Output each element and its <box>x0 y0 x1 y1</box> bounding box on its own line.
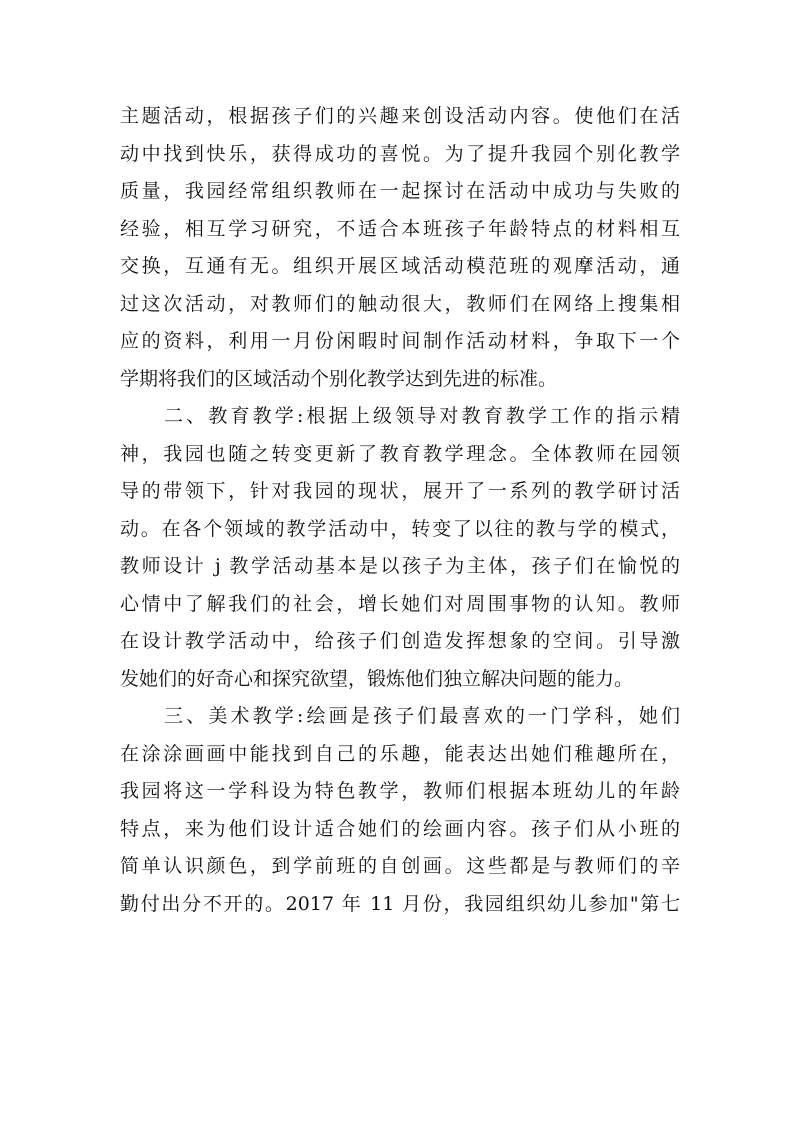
text-line: 动中找到快乐，获得成功的喜悦。为了提升我园个别化教学 <box>120 142 680 165</box>
text-line: 勤付出分不开的。2017 年 11 月份，我园组织幼儿参加"第七 <box>120 892 680 915</box>
text-line: 心情中了解我们的社会，增长她们对周围事物的认知。教师 <box>120 592 680 615</box>
body-text <box>120 98 680 923</box>
text-line: 交换，互通有无。组织开展区域活动模范班的观摩活动，通 <box>120 255 680 277</box>
text-line: 教师设计 j 教学活动基本是以孩子为主体，孩子们在愉悦的 <box>120 555 680 577</box>
text-line: 应的资料，利用一月份闲暇时间制作活动材料，争取下一个 <box>120 330 680 352</box>
text-line: 神，我园也随之转变更新了教育教学理念。全体教师在园领 <box>120 442 680 465</box>
text-line: 经验，相互学习研究，不适合本班孩子年龄特点的材料相互 <box>120 217 680 240</box>
text-line: 学期将我们的区域活动个别化教学达到先进的标准。 <box>120 367 558 390</box>
text-line: 在涂涂画画中能找到自己的乐趣，能表达出她们稚趣所在， <box>120 742 680 765</box>
text-line: 我园将这一学科设为特色教学，教师们根据本班幼儿的年龄 <box>120 780 680 802</box>
text-line: 质量，我园经常组织教师在一起探讨在活动中成功与失败的 <box>120 180 680 202</box>
text-line: 发她们的好奇心和探究欲望，锻炼他们独立解决问题的能力。 <box>120 667 634 690</box>
text-line: 特点，来为他们设计适合她们的绘画内容。孩子们从小班的 <box>120 817 680 840</box>
text-line: 二、教育教学:根据上级领导对教育教学工作的指示精 <box>164 405 680 427</box>
text-line: 在设计教学活动中，给孩子们创造发挥想象的空间。引导激 <box>120 630 680 652</box>
text-line: 主题活动，根据孩子们的兴趣来创设活动内容。使他们在活 <box>120 105 680 127</box>
text-line: 三、美术教学:绘画是孩子们最喜欢的一门学科，她们 <box>164 705 680 727</box>
text-line: 动。在各个领域的教学活动中，转变了以往的教与学的模式， <box>120 517 680 540</box>
text-line: 简单认识颜色，到学前班的自创画。这些都是与教师们的辛 <box>120 855 680 877</box>
text-line: 过这次活动，对教师们的触动很大，教师们在网络上搜集相 <box>120 292 680 315</box>
text-line: 导的带领下，针对我园的现状，展开了一系列的教学研讨活 <box>120 480 680 502</box>
